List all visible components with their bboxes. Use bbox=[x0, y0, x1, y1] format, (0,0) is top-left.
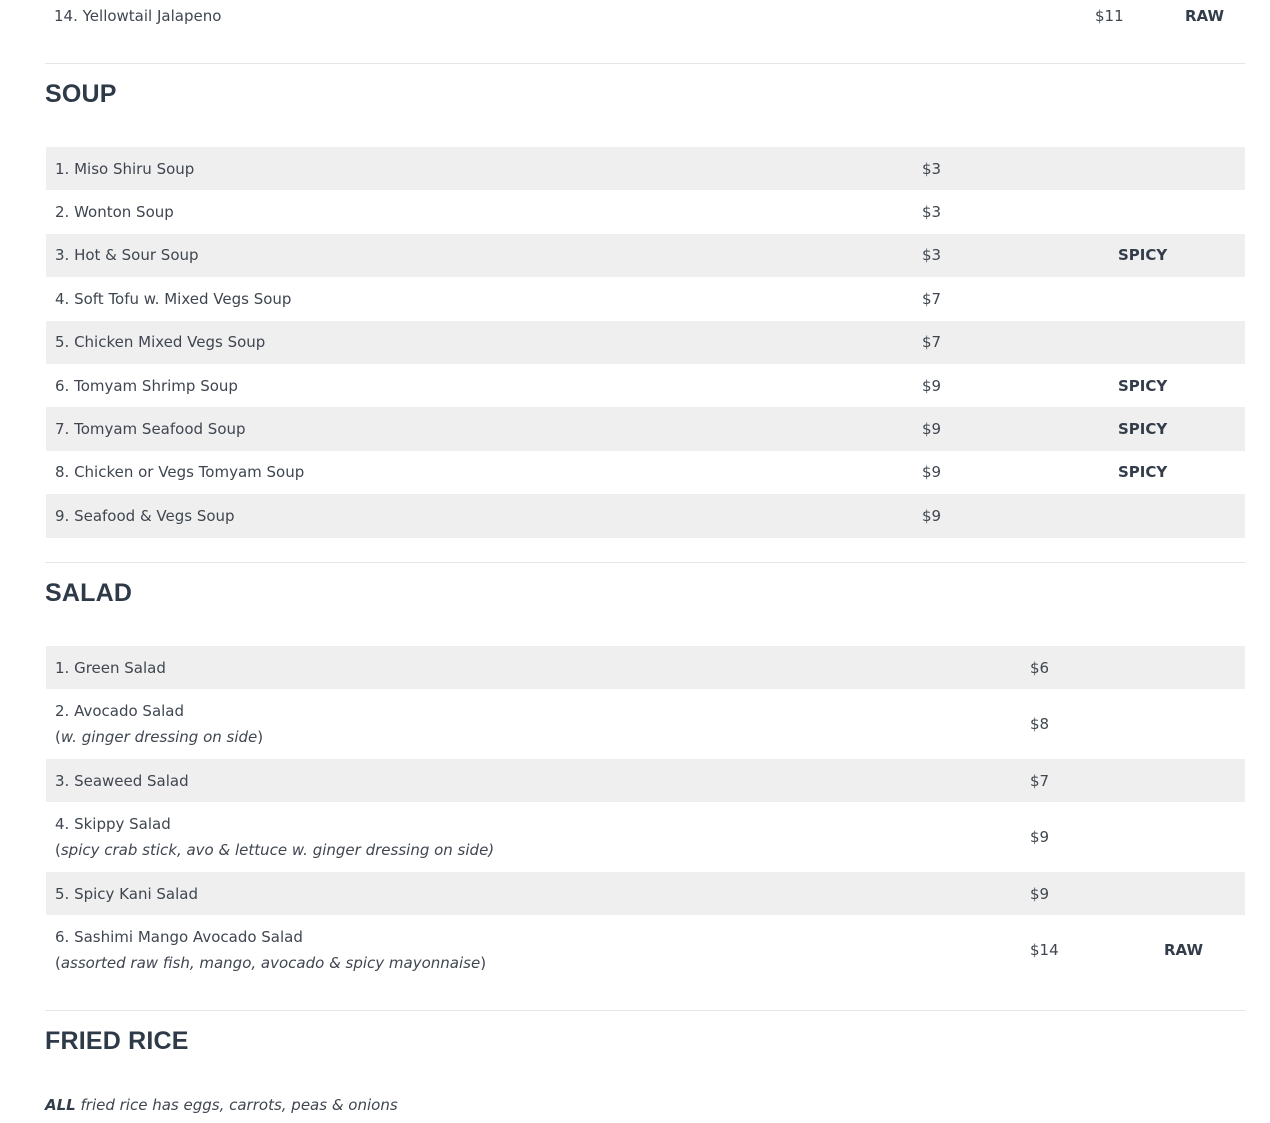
item-name: 7. Tomyam Seafood Soup bbox=[55, 420, 246, 439]
item-name-block bbox=[46, 698, 1030, 750]
item-description: w. ginger dressing on side bbox=[60, 728, 258, 746]
desc-open-paren: ( bbox=[55, 954, 61, 972]
menu-row bbox=[45, 0, 1245, 32]
menu-row bbox=[46, 872, 1245, 915]
item-price: $9 bbox=[1030, 828, 1050, 846]
menu-row bbox=[46, 364, 1245, 407]
menu-row bbox=[46, 407, 1245, 450]
menu-row bbox=[46, 915, 1245, 985]
menu-row bbox=[46, 451, 1245, 494]
item-name: 5. Chicken Mixed Vegs Soup bbox=[55, 333, 266, 352]
item-name: 5. Spicy Kani Salad bbox=[55, 884, 198, 903]
item-name: 1. Green Salad bbox=[55, 658, 166, 677]
item-name: 3. Seaweed Salad bbox=[55, 771, 189, 790]
desc-open-paren: ( bbox=[55, 841, 61, 859]
item-price: $3 bbox=[922, 246, 942, 265]
spicy-badge: SPICY bbox=[1118, 376, 1168, 395]
spicy-badge: SPICY bbox=[1118, 246, 1168, 265]
item-name: 4. Soft Tofu w. Mixed Vegs Soup bbox=[55, 289, 292, 308]
item-name: 4. Skippy Salad bbox=[55, 815, 171, 833]
section-divider bbox=[45, 1010, 1245, 1011]
item-price: $9 bbox=[922, 420, 942, 439]
item-price: $7 bbox=[922, 333, 942, 352]
note-text: fried rice has eggs, carrots, peas & onions bbox=[75, 1096, 398, 1114]
item-price: $9 bbox=[1030, 884, 1050, 903]
section-title-fried-rice: FRIED RICE bbox=[45, 1027, 189, 1055]
menu-row bbox=[46, 646, 1245, 689]
item-name-block bbox=[46, 924, 1030, 976]
spicy-badge: SPICY bbox=[1118, 463, 1168, 482]
desc-close-paren: ) bbox=[257, 728, 264, 746]
item-price: $9 bbox=[922, 376, 942, 395]
salad-table bbox=[46, 646, 1245, 985]
item-price: $14 bbox=[1030, 941, 1059, 959]
menu-row bbox=[46, 190, 1245, 233]
spicy-badge: SPICY bbox=[1118, 420, 1168, 439]
section-title-soup: SOUP bbox=[45, 80, 117, 108]
item-price: $11 bbox=[1095, 7, 1124, 25]
item-price: $9 bbox=[922, 463, 942, 482]
menu-row bbox=[46, 321, 1245, 364]
menu-row bbox=[46, 759, 1245, 802]
section-divider bbox=[45, 562, 1245, 563]
fried-rice-note bbox=[45, 1096, 398, 1114]
menu-row bbox=[46, 494, 1245, 537]
item-name: 14. Yellowtail Jalapeno bbox=[54, 7, 222, 25]
menu-row bbox=[46, 234, 1245, 277]
item-name: 2. Wonton Soup bbox=[55, 203, 174, 222]
item-price: $9 bbox=[922, 506, 942, 525]
menu-row bbox=[46, 147, 1245, 190]
item-price: $7 bbox=[1030, 771, 1050, 790]
section-divider bbox=[45, 63, 1245, 64]
item-name: 6. Sashimi Mango Avocado Salad bbox=[55, 928, 303, 946]
item-description: spicy crab stick, avo & lettuce w. ginger dressing on side) bbox=[60, 841, 495, 859]
item-name: 2. Avocado Salad bbox=[55, 702, 185, 720]
item-name: 6. Tomyam Shrimp Soup bbox=[55, 376, 238, 395]
item-description: assorted raw fish, mango, avocado & spicy mayonnaise bbox=[60, 954, 481, 972]
soup-table bbox=[46, 147, 1245, 538]
section-title-salad: SALAD bbox=[45, 579, 133, 607]
item-name: 1. Miso Shiru Soup bbox=[55, 159, 195, 178]
item-name: 3. Hot & Sour Soup bbox=[55, 246, 199, 265]
item-price: $3 bbox=[922, 203, 942, 222]
item-name: 9. Seafood & Vegs Soup bbox=[55, 506, 235, 525]
raw-badge: RAW bbox=[1164, 941, 1204, 959]
item-price: $3 bbox=[922, 159, 942, 178]
item-name: 8. Chicken or Vegs Tomyam Soup bbox=[55, 463, 305, 482]
desc-open-paren: ( bbox=[55, 728, 61, 746]
item-name-block bbox=[46, 811, 1030, 863]
raw-badge: RAW bbox=[1185, 7, 1225, 25]
note-emphasis: ALL bbox=[45, 1096, 76, 1114]
menu-row bbox=[46, 802, 1245, 872]
previous-section bbox=[45, 0, 1245, 32]
item-price: $8 bbox=[1030, 715, 1050, 733]
menu-row bbox=[46, 277, 1245, 320]
desc-close-paren: ) bbox=[480, 954, 487, 972]
menu-row bbox=[46, 689, 1245, 759]
item-price: $7 bbox=[922, 289, 942, 308]
item-price: $6 bbox=[1030, 658, 1050, 677]
